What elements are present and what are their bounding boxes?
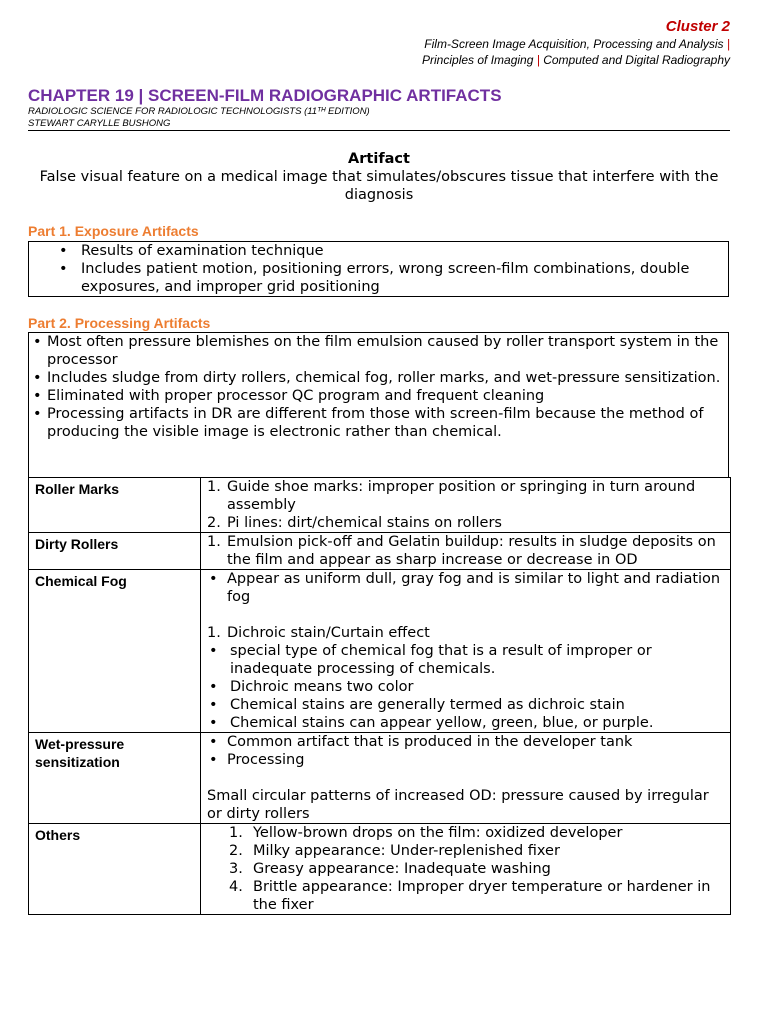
header-separator: | — [726, 37, 730, 51]
bullet-glyph: • — [209, 734, 218, 750]
item-number: 4. — [229, 879, 243, 895]
list-item — [29, 405, 728, 441]
item-text: Chemical stains are generally termed as dichroic stain — [230, 697, 625, 713]
table-row — [29, 824, 731, 915]
item-text: Chemical stains can appear yellow, green, blue, or purple. — [230, 715, 654, 731]
row-content — [201, 478, 731, 533]
list-item — [29, 242, 728, 260]
item-text: Yellow-brown drops on the film: oxidized developer — [253, 825, 623, 841]
row-content — [201, 570, 731, 733]
row-label: Others — [29, 824, 201, 915]
item-text: Processing — [227, 752, 305, 768]
numbered-item — [207, 533, 724, 569]
item-text: Guide shoe marks: improper position or springing in turn around assembly — [227, 479, 696, 513]
item-text: Common artifact that is produced in the developer tank — [227, 734, 633, 750]
item-text: Brittle appearance: Improper dryer temperature or hardener in the fixer — [253, 879, 711, 913]
definition-text: False visual feature on a medical image that simulates/obscures tissue that interfere with the diagnosis — [39, 169, 719, 203]
numbered-item — [207, 824, 724, 842]
row-content — [201, 533, 731, 570]
item-number: 1. — [229, 825, 243, 841]
bullet-item — [207, 751, 724, 769]
chapter-heading — [28, 86, 730, 130]
definition-term: Artifact — [348, 151, 410, 167]
item-text: Emulsion pick-off and Gelatin buildup: results in sludge deposits on the film and appear as sharp increase or decrease in OD — [227, 534, 716, 568]
numbered-item — [207, 878, 724, 914]
header-line-2 — [422, 52, 730, 68]
numbered-item — [207, 842, 724, 860]
header-topic-2: Principles of Imaging — [422, 53, 534, 67]
bullet-item — [207, 642, 724, 678]
list-item-text: Most often pressure blemishes on the film emulsion caused by roller transport system in the processor — [47, 334, 719, 368]
spacer — [207, 606, 724, 624]
artifact-definition — [28, 150, 730, 204]
row-content — [201, 824, 731, 915]
header-separator: | — [536, 53, 540, 67]
bullet-glyph: • — [33, 406, 42, 422]
table-row — [29, 533, 731, 570]
bullet-item — [207, 733, 724, 751]
list-item — [29, 369, 728, 387]
row-content — [201, 733, 731, 824]
item-text: Pi lines: dirt/chemical stains on rollers — [227, 515, 502, 531]
item-number: 2. — [207, 515, 221, 531]
bullet-glyph: • — [59, 261, 68, 277]
part2-heading: Part 2. Processing Artifacts — [28, 315, 211, 331]
bullet-glyph: • — [33, 370, 42, 386]
numbered-item — [207, 860, 724, 878]
part1-list — [29, 242, 728, 296]
row-label: Wet-pressure sensitization — [29, 733, 201, 824]
table-row — [29, 478, 731, 533]
part1-box — [28, 241, 729, 297]
header-topic-1: Film-Screen Image Acquisition, Processing and Analysis — [424, 37, 724, 51]
item-number: 1. — [207, 479, 221, 495]
item-text: Greasy appearance: Inadequate washing — [253, 861, 551, 877]
author-name: STEWART CARYLLE BUSHONG — [28, 118, 171, 129]
item-text: Appear as uniform dull, gray fog and is similar to light and radiation fog — [227, 571, 721, 605]
book-title: RADIOLOGIC SCIENCE FOR RADIOLOGIC TECHNOLOGISTS (11ᵀᴴ EDITION) — [28, 106, 370, 117]
item-text: Dichroic stain/Curtain effect — [227, 625, 430, 641]
processing-artifacts-table — [28, 477, 731, 915]
part1-heading: Part 1. Exposure Artifacts — [28, 223, 199, 239]
bullet-item — [207, 570, 724, 606]
row-label: Roller Marks — [29, 478, 201, 533]
numbered-item — [207, 514, 724, 532]
table-row — [29, 733, 731, 824]
item-number: 3. — [229, 861, 243, 877]
header-topic-3: Computed and Digital Radiography — [543, 53, 730, 67]
table-row — [29, 570, 731, 733]
item-number: 1. — [207, 625, 221, 641]
list-item-text: Includes sludge from dirty rollers, chemical fog, roller marks, and wet-pressure sensitization. — [47, 370, 721, 386]
bullet-glyph: • — [209, 752, 218, 768]
bullet-item — [207, 696, 724, 714]
bullet-glyph: • — [33, 334, 42, 350]
list-item-text: Includes patient motion, positioning errors, wrong screen-film combinations, double exposures, and improper grid positioning — [81, 261, 690, 295]
bullet-glyph: • — [209, 571, 218, 587]
row-label: Dirty Rollers — [29, 533, 201, 570]
cluster-label: Cluster 2 — [665, 18, 730, 35]
bullet-glyph: • — [209, 715, 218, 731]
bullet-glyph: • — [209, 679, 218, 695]
chapter-title: CHAPTER 19 | SCREEN-FILM RADIOGRAPHIC ARTIFACTS — [28, 86, 502, 105]
numbered-item — [207, 624, 724, 642]
bullet-glyph: • — [209, 697, 218, 713]
item-text: Milky appearance: Under-replenished fixer — [253, 843, 560, 859]
header-divider — [28, 130, 730, 131]
item-text: special type of chemical fog that is a result of improper or inadequate processing of chemicals. — [230, 643, 652, 677]
page-header — [422, 18, 730, 68]
item-text: Dichroic means two color — [230, 679, 414, 695]
list-item-text: Results of examination technique — [81, 243, 324, 259]
item-number: 2. — [229, 843, 243, 859]
spacer — [207, 769, 724, 787]
part2-box — [28, 332, 729, 478]
bullet-item — [207, 678, 724, 696]
header-line-1 — [422, 36, 730, 52]
list-item — [29, 260, 728, 296]
row-note: Small circular patterns of increased OD: pressure caused by irregular or dirty rollers — [207, 788, 709, 822]
numbered-item — [207, 478, 724, 514]
part2-list — [29, 333, 728, 441]
list-item — [29, 387, 728, 405]
row-label: Chemical Fog — [29, 570, 201, 733]
list-item-text: Processing artifacts in DR are different from those with screen-film because the method of producing the visible image is electronic rather than chemical. — [47, 406, 704, 440]
item-number: 1. — [207, 534, 221, 550]
list-item-text: Eliminated with proper processor QC program and frequent cleaning — [47, 388, 545, 404]
bullet-glyph: • — [59, 243, 68, 259]
bullet-glyph: • — [209, 643, 218, 659]
list-item — [29, 333, 728, 369]
bullet-glyph: • — [33, 388, 42, 404]
bullet-item — [207, 714, 724, 732]
